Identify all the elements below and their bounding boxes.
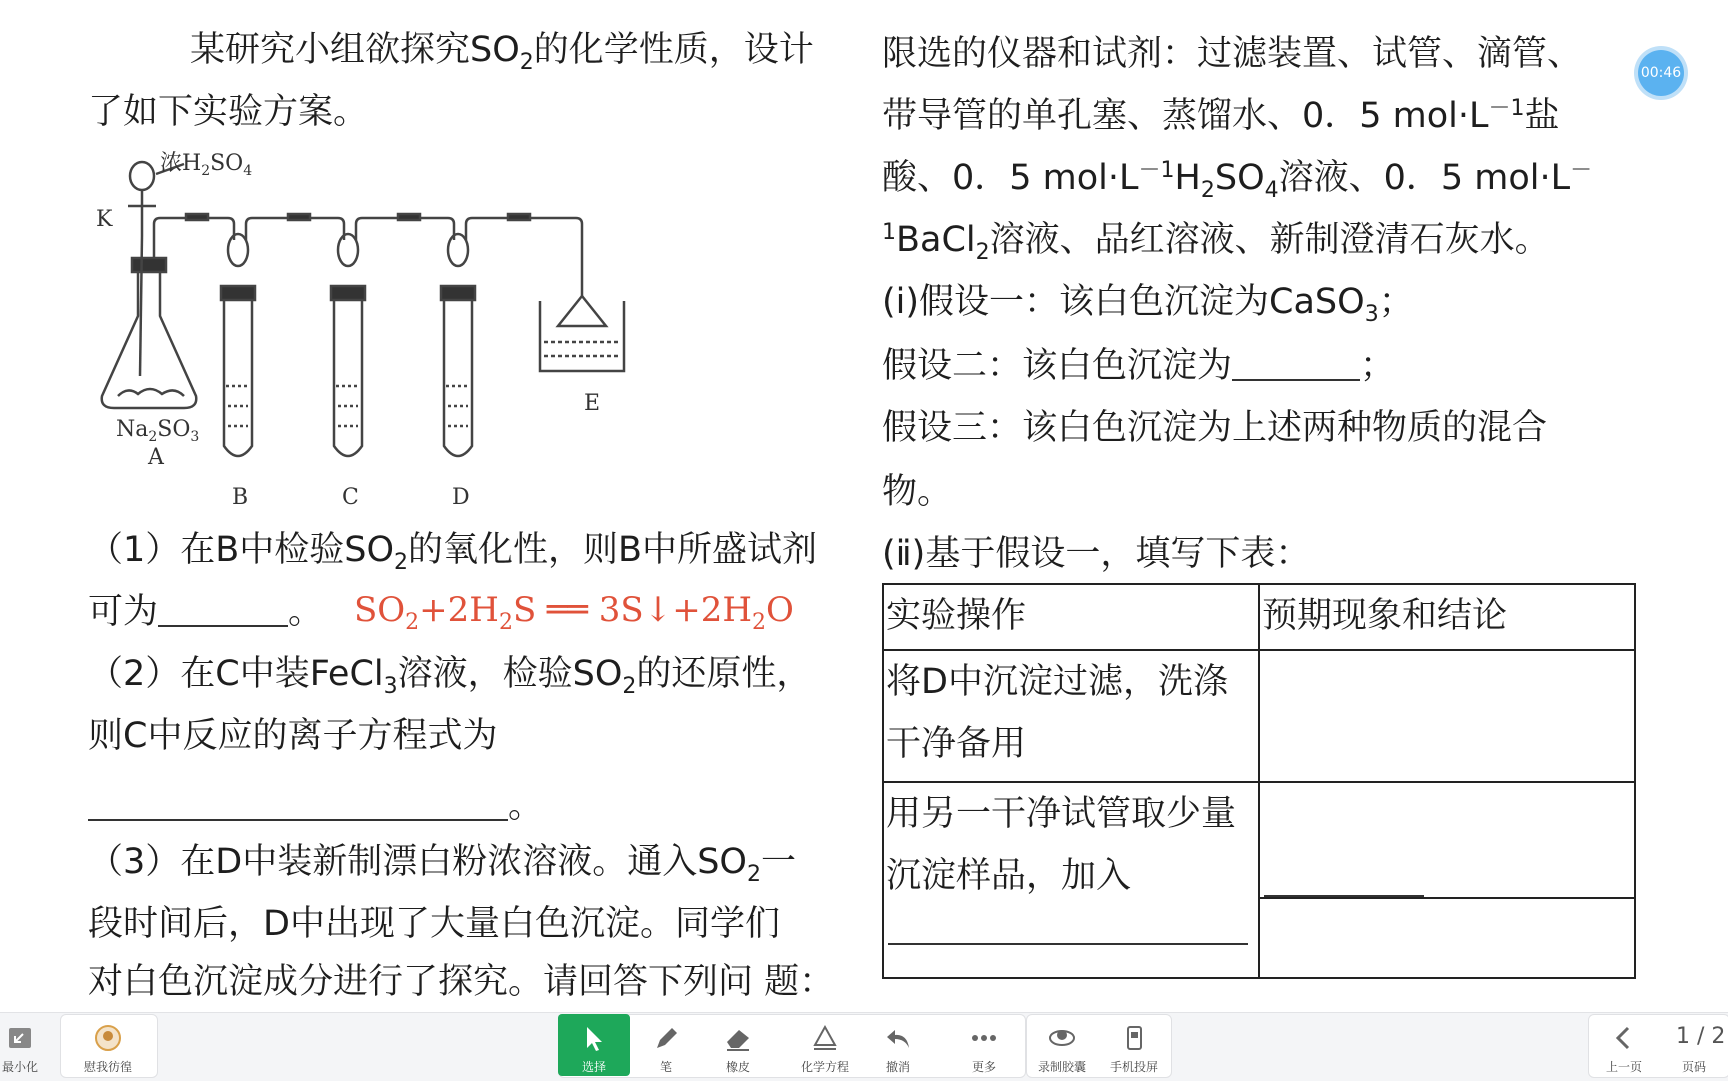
answer-blank[interactable] xyxy=(88,791,508,821)
reagents-line-3: 酸、0．5 $mol\cdot L^{-1}H_2SO_4$溶液、0．5 mol·L－ xyxy=(882,158,1593,203)
hypothesis-2: 假设二：该白色沉淀为 ； xyxy=(882,346,1396,386)
phone-icon xyxy=(1119,1024,1149,1052)
minimize-button[interactable]: 最小化 xyxy=(0,1014,40,1076)
undo-icon xyxy=(883,1024,913,1052)
svg-text:E: E xyxy=(584,391,601,416)
eraser-icon xyxy=(723,1024,753,1052)
timer-badge[interactable]: 00:46 xyxy=(1638,50,1684,96)
answer-blank[interactable] xyxy=(158,597,288,627)
svg-text:浓H2SO4: 浓$H_2SO_4$ xyxy=(160,151,253,179)
pen-tool-button[interactable]: 笔 xyxy=(630,1014,702,1076)
handwritten-answer: $SO_2+2H_2S$ ══ $3S↓+2H_2O$ xyxy=(354,590,794,635)
experiment-table xyxy=(882,583,1636,979)
more-button[interactable]: 更多 xyxy=(948,1014,1020,1076)
header-result: 预期现象和结论 xyxy=(1258,583,1636,651)
user-avatar-button[interactable]: 慰我彷徨 xyxy=(60,1014,156,1076)
chemistry-icon xyxy=(810,1024,840,1052)
answer-blank[interactable] xyxy=(1264,895,1424,897)
select-tool-button[interactable]: 选择 xyxy=(558,1014,630,1076)
eraser-tool-button[interactable]: 橡皮 xyxy=(702,1014,774,1076)
intro-line-2: 了如下实验方案。 xyxy=(88,92,369,132)
row-1-operation: 将D中沉淀过滤，洗涤 干净备用 xyxy=(882,649,1260,783)
question-3-line-1: （3）在D中装新制漂白粉浓溶液。通入$SO_2$一 xyxy=(88,842,797,887)
question-1-line-2: 可为 。 xyxy=(88,592,324,632)
reagents-line-2: 带导管的单孔塞、蒸馏水、0．5 $mol\cdot L^{-1}$盐 xyxy=(882,96,1560,136)
page-label: 页码 xyxy=(1681,1060,1706,1074)
chem-equation-button[interactable]: 化学方程 xyxy=(782,1014,868,1076)
hypothesis-1: (ⅰ)假设一：该白色沉淀为CaSO$_3$； xyxy=(882,282,1414,327)
reagents-line-1: 限选的仪器和试剂：过滤装置、试管、滴管、 xyxy=(882,34,1583,74)
undo-button[interactable]: 撤消 xyxy=(862,1014,934,1076)
header-operation: 实验操作 xyxy=(882,583,1260,651)
intro-line-1: 某研究小组欲探究$SO_2$的化学性质，设计 xyxy=(190,30,814,75)
svg-text:A: A xyxy=(148,445,164,470)
cursor-icon xyxy=(579,1024,609,1052)
hypothesis-3-line-1: 假设三：该白色沉淀为上述两种物质的混合 xyxy=(882,408,1548,448)
svg-text:B: B xyxy=(232,485,249,510)
question-2-line-2: 则C中反应的离子方程式为 xyxy=(88,716,498,756)
question-2-line-1: （2）在C中装FeCl$_3$溶液，检验$SO_2$的还原性， xyxy=(88,654,812,699)
reagents-line-4: $^1$BaCl$_2$溶液、品红溶液、新制澄清石灰水。 xyxy=(882,220,1550,265)
row-2-operation: 用另一干净试管取少量 沉淀样品，加入 xyxy=(882,781,1260,979)
answer-blank[interactable] xyxy=(1232,351,1360,381)
minimize-icon xyxy=(5,1024,35,1052)
table-instruction: (ⅱ)基于假设一，填写下表： xyxy=(882,534,1311,574)
svg-text:D: D xyxy=(452,485,470,510)
avatar-icon xyxy=(93,1024,123,1052)
prev-page-button[interactable]: 上一页 xyxy=(1588,1014,1660,1076)
more-icon xyxy=(969,1024,999,1052)
record-icon xyxy=(1047,1024,1077,1052)
hypothesis-3-line-2: 物。 xyxy=(882,472,953,512)
row-2-result[interactable] xyxy=(1258,781,1636,979)
question-3-line-3: 对白色沉淀成分进行了探究。请回答下列问 题： xyxy=(88,962,835,1002)
row-1-result[interactable] xyxy=(1258,649,1636,783)
phone-cast-button[interactable]: 手机投屏 xyxy=(1098,1014,1170,1076)
svg-text:C: C xyxy=(342,485,359,510)
answer-blank[interactable] xyxy=(888,943,1248,945)
question-3-line-2: 段时间后，D中出现了大量白色沉淀。同学们 xyxy=(88,904,780,944)
cell-divider xyxy=(1260,897,1634,899)
svg-text:K: K xyxy=(96,207,113,232)
page-indicator[interactable]: 1 / 2 xyxy=(1676,1024,1726,1049)
pen-icon xyxy=(651,1024,681,1052)
svg-text:Na2SO3: $Na_2SO_3$ xyxy=(116,417,200,445)
apparatus-diagram xyxy=(88,146,648,516)
chevron-left-icon xyxy=(1609,1024,1639,1052)
record-capsule-button[interactable]: 录制胶囊 xyxy=(1026,1014,1098,1076)
question-1-line-1: （1）在B中检验$SO_2$的氧化性，则B中所盛试剂 xyxy=(88,530,818,575)
question-2-line-3: 。 xyxy=(88,786,543,826)
